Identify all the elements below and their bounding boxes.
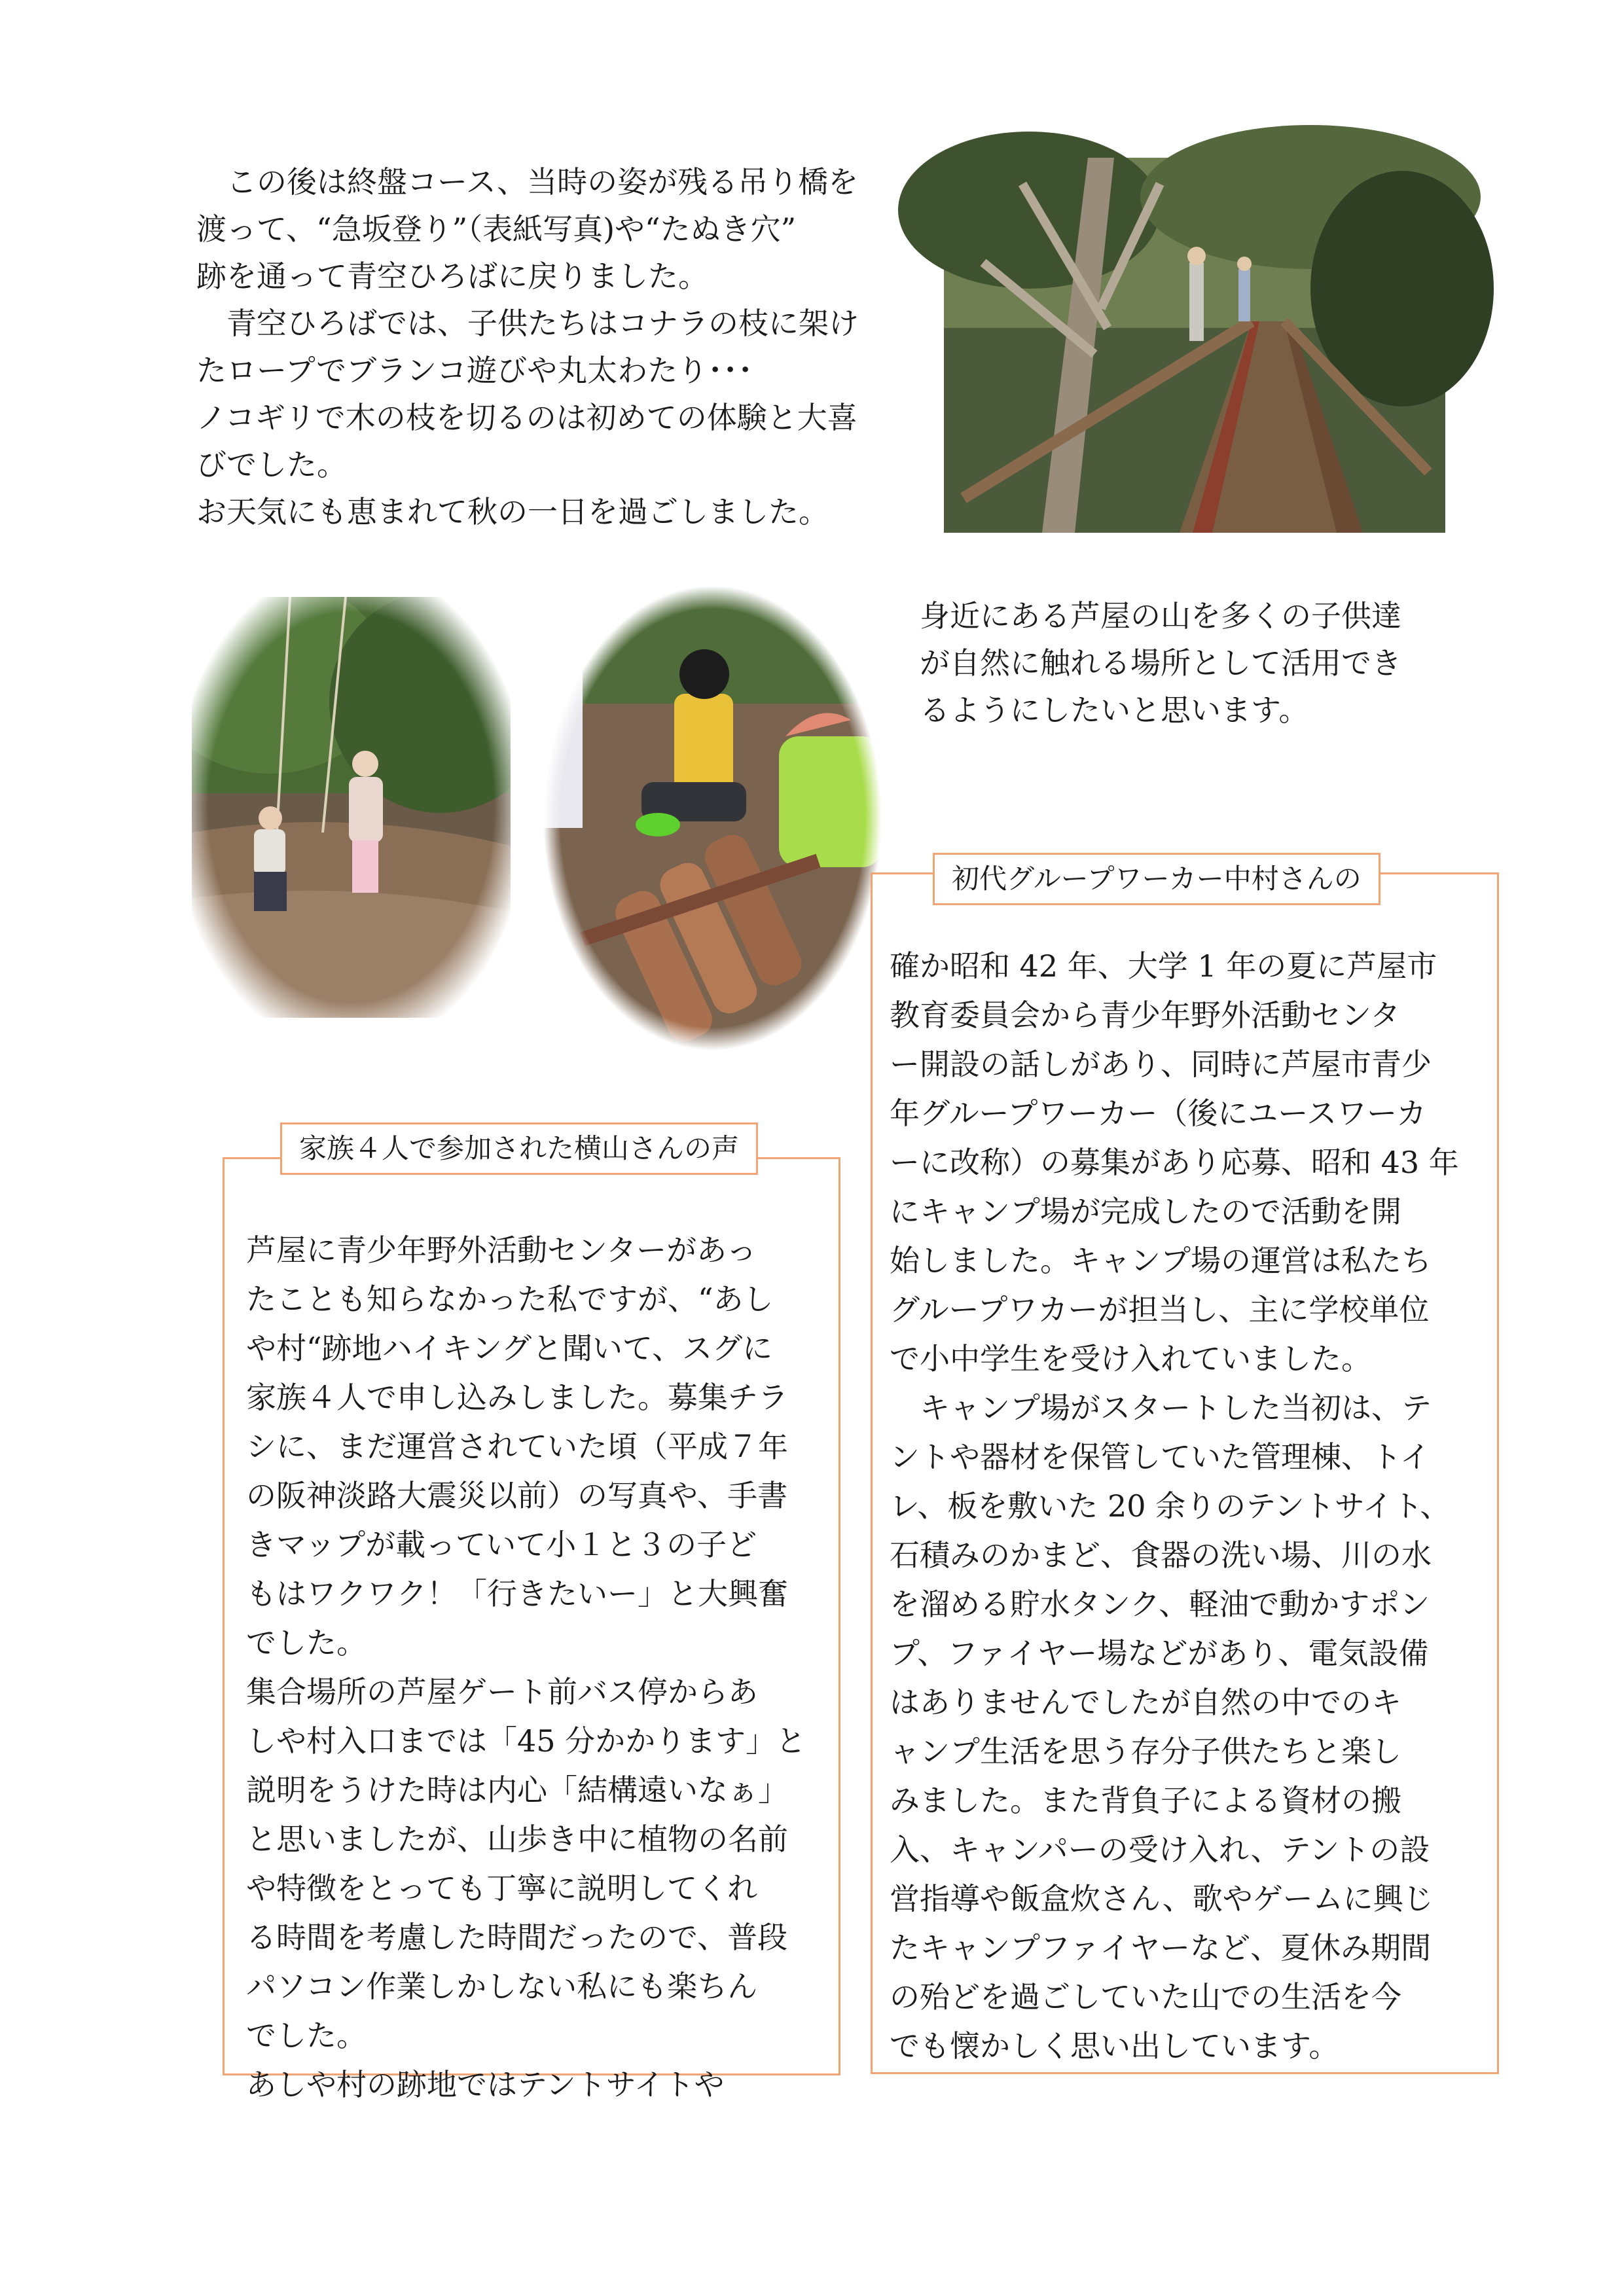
bridge-photo — [944, 158, 1445, 533]
yokoyama-line: シに、まだ運営されていた頃（平成７年 — [246, 1429, 788, 1464]
nakamura-line: ントや器材を保管していた管理棟、トイ — [890, 1439, 1430, 1475]
yokoyama-line: の阪神淡路大震災以前）の写真や、手書 — [246, 1478, 788, 1513]
nakamura-line: 年グループワーカー（後にユースワーカ — [890, 1096, 1427, 1131]
intro-line: びでした。 — [196, 447, 347, 482]
nakamura-line: ーに改称）の募集があり応募、昭和 43 年 — [890, 1145, 1459, 1180]
nakamura-body — [890, 942, 1459, 2071]
yokoyama-line: あしや村の跡地ではテントサイトや — [246, 2067, 725, 2102]
nakamura-line: 石積みのかまど、食器の洗い場、川の水 — [890, 1537, 1432, 1573]
intro-line: この後は終盤コース、当時の姿が残る吊り橋を — [196, 164, 859, 200]
rope-swing-photo — [192, 597, 511, 1018]
yokoyama-body — [246, 1226, 806, 2109]
nakamura-line: を溜める貯水タンク、軽油で動かすポン — [890, 1587, 1430, 1622]
intro-line: 渡って、“急坂登り”（表紙写真)や“たぬき穴” — [196, 211, 797, 247]
yokoyama-line: でした。 — [246, 2018, 367, 2053]
yokoyama-line: 芦屋に青少年野外活動センターがあっ — [246, 1232, 757, 1268]
nakamura-line: ー開設の話しがあり、同時に芦屋市青少 — [890, 1047, 1432, 1082]
yokoyama-line: しや村入口までは「45 分かかります」と — [246, 1723, 806, 1759]
nakamura-line: レ、板を敷いた 20 余りのテントサイト、 — [890, 1488, 1451, 1524]
yokoyama-line: もはワクワク！「行きたいー」と大興奮 — [246, 1576, 788, 1611]
yokoyama-line: 説明をうけた時は内心「結構遠いなぁ」 — [246, 1772, 788, 1808]
nakamura-line: グループワカーが担当し、主に学校単位 — [890, 1292, 1430, 1327]
nakamura-line: 入、キャンパーの受け入れ、テントの設 — [890, 1832, 1430, 1867]
yokoyama-line: たことも知らなかった私ですが、“あし — [246, 1282, 774, 1317]
message-line: るようにしたいと思います。 — [920, 692, 1309, 728]
intro-line: 青空ひろばでは、子供たちはコナラの枝に架け — [196, 306, 859, 341]
yokoyama-box-title: 家族４人で参加された横山さんの声 — [280, 1122, 758, 1175]
yokoyama-line: と思いましたが、山歩き中に植物の名前 — [246, 1821, 788, 1857]
yokoyama-line: や特徴をとっても丁寧に説明してくれ — [246, 1871, 758, 1906]
message-line: 身近にある芦屋の山を多くの子供達 — [920, 598, 1401, 634]
nakamura-line: 教育委員会から青少年野外活動センタ — [890, 997, 1401, 1033]
yokoyama-testimony-box — [223, 1157, 840, 2102]
message-line: が自然に触れる場所として活用でき — [920, 645, 1401, 681]
nakamura-line: の殆どを過ごしていた山での生活を今 — [890, 1979, 1401, 2015]
nakamura-line: 始しました。キャンプ場の運営は私たち — [890, 1243, 1432, 1278]
yokoyama-line: 集合場所の芦屋ゲート前バス停からあ — [246, 1674, 758, 1710]
yokoyama-line: や村“跡地ハイキングと聞いて、スグに — [246, 1331, 773, 1366]
intro-line: ノコギリで木の枝を切るのは初めての体験と大喜 — [196, 400, 857, 435]
nakamura-line: で小中学生を受け入れていました。 — [890, 1341, 1371, 1376]
yokoyama-line: る時間を考慮した時間だったので、普段 — [246, 1920, 788, 1955]
nakamura-box-title: 初代グループワーカー中村さんの — [933, 853, 1380, 905]
nakamura-line: キャンプ場がスタートした当初は、テ — [890, 1390, 1432, 1426]
intro-paragraph — [196, 158, 859, 535]
nakamura-line: みました。また背負子による資材の搬 — [890, 1783, 1401, 1818]
nakamura-line: でも懐かしく思い出しています。 — [890, 2028, 1339, 2064]
yokoyama-line: きマップが載っていて小１と３の子ど — [246, 1527, 757, 1562]
intro-line: お天気にも恵まれて秋の一日を過ごしました。 — [196, 494, 829, 529]
nakamura-line: ャンプ生活を思う存分子供たちと楽し — [890, 1734, 1401, 1769]
intro-line: 跡を通って青空ひろばに戻りました。 — [196, 259, 708, 294]
yokoyama-line: でした。 — [246, 1625, 367, 1660]
nakamura-line: はありませんでしたが自然の中でのキ — [890, 1685, 1401, 1720]
nakamura-testimony-box — [871, 863, 1499, 2074]
yokoyama-line: 家族４人で申し込みしました。募集チラ — [246, 1380, 788, 1415]
intro-line: たロープでブランコ遊びや丸太わたり･･･ — [196, 353, 753, 388]
nakamura-line: 確か昭和 42 年、大学 1 年の夏に芦屋市 — [890, 948, 1437, 984]
yokoyama-line: パソコン作業しかしない私にも楽ちん — [246, 1969, 758, 2004]
nakamura-line: にキャンプ場が完成したので活動を開 — [890, 1194, 1401, 1229]
sawing-logs-photo — [543, 586, 882, 1050]
nakamura-line: 営指導や飯盒炊さん、歌やゲームに興じ — [890, 1881, 1434, 1916]
nakamura-line: たキャンプファイヤーなど、夏休み期間 — [890, 1930, 1432, 1965]
closing-message — [920, 592, 1401, 734]
nakamura-line: プ、ファイヤー場などがあり、電気設備 — [890, 1636, 1429, 1671]
